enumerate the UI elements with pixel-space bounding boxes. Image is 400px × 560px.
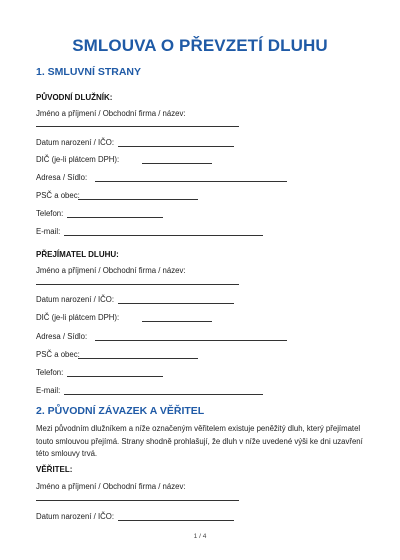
assumer-address-line[interactable]: [95, 340, 287, 341]
section-2-heading: 2. PŮVODNÍ ZÁVAZEK A VĚŘITEL: [36, 405, 205, 417]
creditor-name-line[interactable]: [36, 500, 239, 501]
section-2-paragraph: Mezi původním dlužníkem a níže označeným věřitelem existuje peněžitý dluh, který přejímatel touto smlouvou přejímá. Strany shodně prohlašují, že dluh v níže uvedené výši ke dni uzavření této smlouvy trvá.: [36, 424, 363, 458]
debtor-email-label: E-mail:: [36, 227, 61, 236]
debtor-email-line[interactable]: [64, 235, 263, 236]
document-title: SMLOUVA O PŘEVZETÍ DLUHU: [72, 36, 328, 55]
assumer-dic-label: DIČ (je-li plátcem DPH):: [36, 313, 120, 322]
debtor-name-label: Jméno a příjmení / Obchodní firma / název:: [36, 109, 186, 118]
debt-assumer-heading: PŘEJÍMATEL DLUHU:: [36, 250, 119, 259]
assumer-zip-line[interactable]: [78, 358, 198, 359]
assumer-email-label: E-mail:: [36, 386, 61, 395]
assumer-zip-label: PSČ a obec:: [36, 350, 80, 359]
debtor-zip-label: PSČ a obec:: [36, 191, 80, 200]
assumer-phone-line[interactable]: [67, 376, 163, 377]
section-1-heading: 1. SMLUVNÍ STRANY: [36, 66, 142, 78]
creditor-name-label: Jméno a příjmení / Obchodní firma / název:: [36, 482, 186, 491]
assumer-dic-line[interactable]: [142, 321, 212, 322]
debtor-phone-line[interactable]: [67, 217, 163, 218]
assumer-birth-ico-line[interactable]: [118, 303, 234, 304]
assumer-name-line[interactable]: [36, 284, 239, 285]
creditor-heading: VĚŘITEL:: [36, 465, 73, 474]
assumer-phone-label: Telefon:: [36, 368, 64, 377]
original-debtor-heading: PŮVODNÍ DLUŽNÍK:: [36, 93, 113, 102]
assumer-address-label: Adresa / Sídlo:: [36, 332, 88, 341]
page-number: 1 / 4: [193, 533, 207, 540]
debtor-dic-line[interactable]: [142, 163, 212, 164]
debtor-phone-label: Telefon:: [36, 209, 64, 218]
debtor-address-label: Adresa / Sídlo:: [36, 173, 88, 182]
debtor-address-line[interactable]: [95, 181, 287, 182]
assumer-name-label: Jméno a příjmení / Obchodní firma / název:: [36, 266, 186, 275]
assumer-email-line[interactable]: [64, 394, 263, 395]
debtor-dic-label: DIČ (je-li plátcem DPH):: [36, 155, 120, 164]
creditor-birth-ico-line[interactable]: [118, 520, 234, 521]
assumer-birth-ico-label: Datum narození / IČO:: [36, 295, 114, 304]
debtor-birth-ico-line[interactable]: [118, 146, 234, 147]
debtor-name-line[interactable]: [36, 126, 239, 127]
debtor-birth-ico-label: Datum narození / IČO:: [36, 138, 114, 147]
debtor-zip-line[interactable]: [78, 199, 198, 200]
creditor-birth-ico-label: Datum narození / IČO:: [36, 512, 114, 521]
